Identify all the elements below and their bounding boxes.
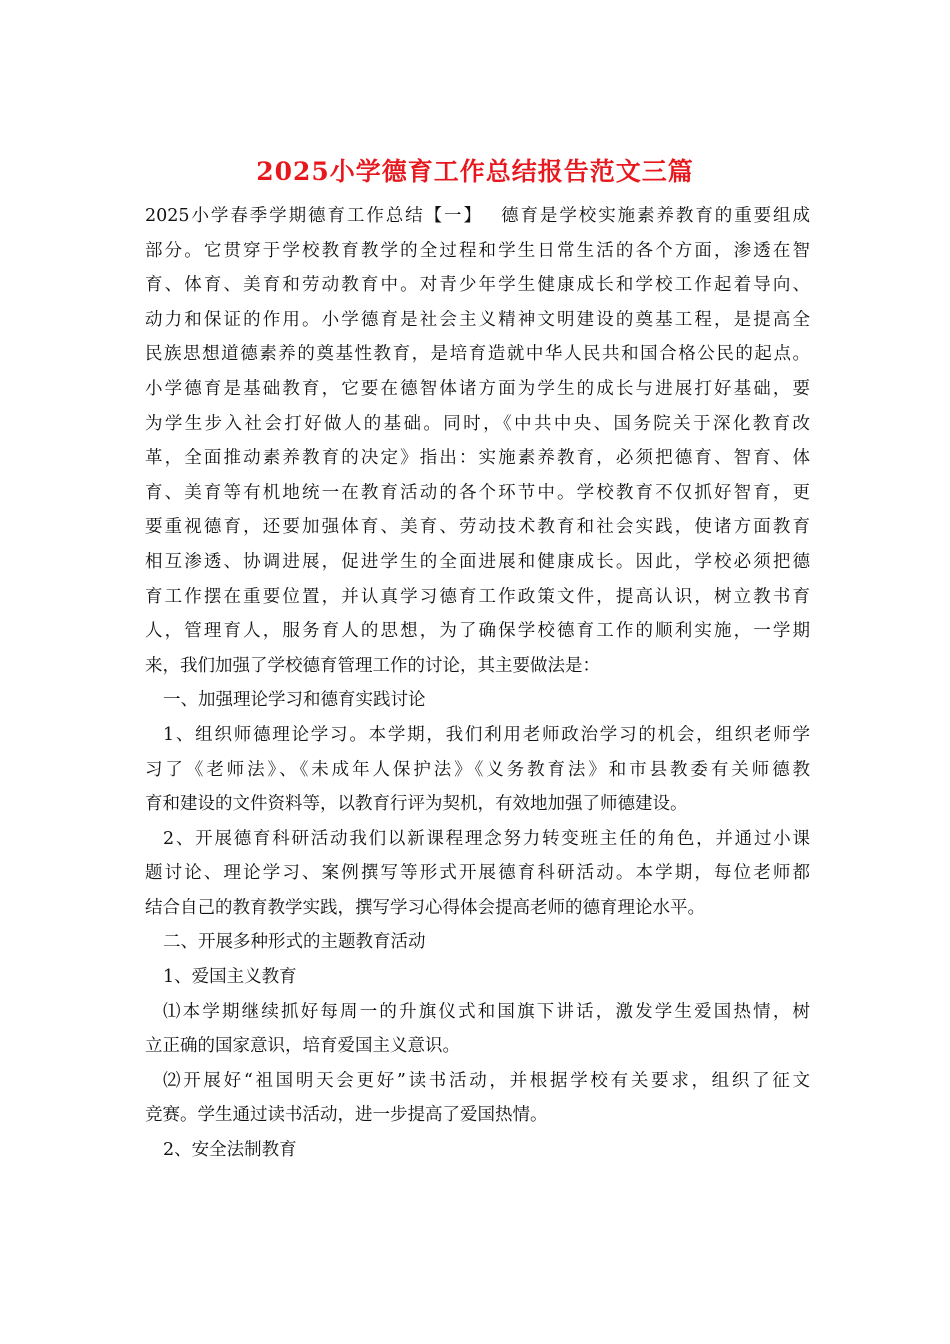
paragraph-line: 小学德育是基础教育，它要在德智体诸方面为学生的成长与进展打好基础，要 [145,378,810,399]
paragraph-line: 民族思想道德素养的奠基性教育，是培育造就中华人民共和国合格公民的起点。 [145,344,810,365]
paragraph-line: 立正确的国家意识，培育爱国主义意识。 [145,1036,460,1057]
paragraph-line: 1、组织师德理论学习。本学期，我们利用老师政治学习的机会，组织老师学 [163,724,810,745]
document-body [145,199,810,1168]
paragraph-line: 育和建设的文件资料等，以教育行评为契机，有效地加强了师德建设。 [145,794,688,815]
paragraph-line: 习了《老师法》、《未成年人保护法》《义务教育法》和市县教委有关师德教 [145,759,810,780]
paragraph-line: 要重视德育，还要加强体育、美育、劳动技术教育和社会实践，使诸方面教育 [145,517,810,538]
document-title: 2025小学德育工作总结报告范文三篇 [256,157,694,186]
section-heading: 二、开展多种形式的主题教育活动 [163,932,426,953]
paragraph-line: 育、体育、美育和劳动教育中。对青少年学生健康成长和学校工作起着导向、 [145,275,810,296]
paragraph-line: 竞赛。学生通过读书活动，进一步提高了爱国热情。 [145,1105,548,1126]
subsection-heading: 2、安全法制教育 [163,1140,297,1161]
paragraph-line: ⑵开展好“祖国明天会更好”读书活动，并根据学校有关要求，组织了征文 [163,1070,810,1091]
paragraph-line: 人，管理育人，服务育人的思想，为了确保学校德育工作的顺利实施，一学期 [145,621,810,642]
paragraph-line: 相互渗透、协调进展，促进学生的全面进展和健康成长。因此，学校必须把德 [145,551,810,572]
paragraph-line: 部分。它贯穿于学校教育教学的全过程和学生日常生活的各个方面，渗透在智 [145,240,810,261]
paragraph-line: 题讨论、理论学习、案例撰写等形式开展德育科研活动。本学期，每位老师都 [145,863,810,884]
paragraph-line: 育、美育等有机地统一在教育活动的各个环节中。学校教育不仅抓好智育，更 [145,482,810,503]
paragraph-line: ⑴本学期继续抓好每周一的升旗仪式和国旗下讲话，激发学生爱国热情，树 [163,1001,810,1022]
section-heading: 一、加强理论学习和德育实践讨论 [163,690,426,711]
paragraph-line: 结合自己的教育教学实践，撰写学习心得体会提高老师的德育理论水平。 [145,897,705,918]
paragraph-line: 为学生步入社会打好做人的基础。同时，《中共中央、国务院关于深化教育改 [145,413,810,434]
paragraph-line: 动力和保证的作用。小学德育是社会主义精神文明建设的奠基工程，是提高全 [145,309,810,330]
paragraph-line: 来，我们加强了学校德育管理工作的讨论，其主要做法是： [145,655,600,676]
paragraph-line: 革，全面推动素养教育的决定》指出：实施素养教育，必须把德育、智育、体 [145,448,810,469]
paragraph-line: 2025小学春季学期德育工作总结【一】 德育是学校实施素养教育的重要组成 [145,206,810,226]
subsection-heading: 1、爱国主义教育 [163,967,297,988]
paragraph-line: 2、开展德育科研活动我们以新课程理念努力转变班主任的角色，并通过小课 [163,828,810,849]
paragraph-line: 育工作摆在重要位置，并认真学习德育工作政策文件，提高认识，树立教书育 [145,586,810,607]
